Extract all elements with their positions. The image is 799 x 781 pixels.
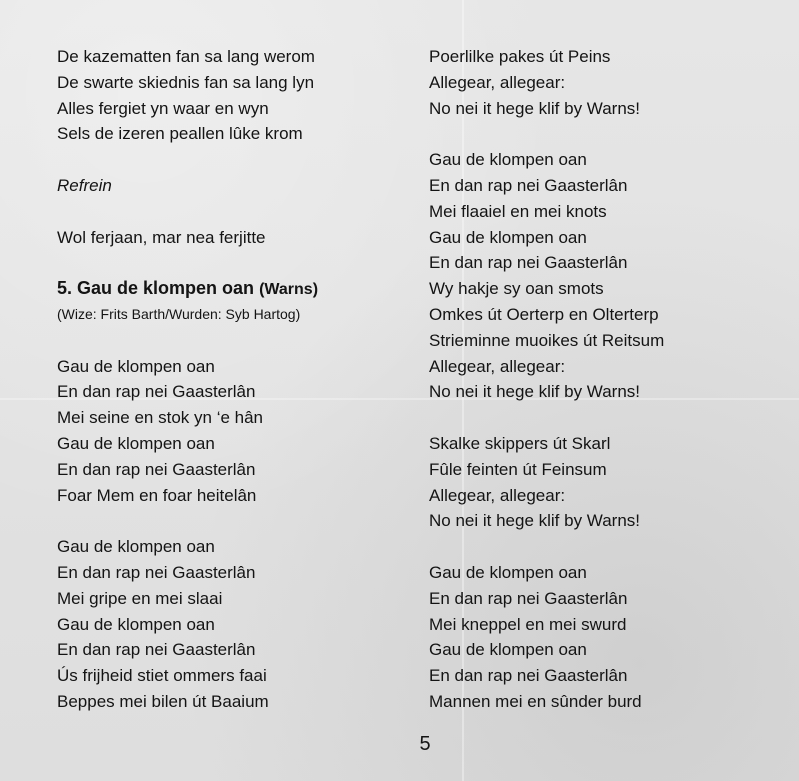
lyric-line: Gau de klompen oan <box>429 227 587 247</box>
lyric-line: Omkes út Oerterp en Olterterp <box>429 304 659 324</box>
lyric-line: Ús frijheid stiet ommers faai <box>57 666 267 686</box>
lyric-line: En dan rap nei Gaasterlân <box>57 640 256 660</box>
lyric-line: Gau de klompen oan <box>57 614 215 634</box>
stanza <box>57 534 318 715</box>
lyric-line: Allegear, allegear: <box>429 485 566 505</box>
closing-line: Wol ferjaan, mar nea ferjitte <box>57 227 266 247</box>
stanza <box>429 560 664 715</box>
song-title-text: 5. Gau de klompen oan <box>57 278 255 299</box>
lyric-line: En dan rap nei Gaasterlân <box>429 175 628 195</box>
stanza-gap <box>57 328 318 354</box>
lyric-line: Wy hakje sy oan smots <box>429 279 604 299</box>
lyric-line: En dan rap nei Gaasterlân <box>57 562 256 582</box>
lyric-line: Mei flaaiel en mei knots <box>429 201 607 221</box>
lyric-line: En dan rap nei Gaasterlân <box>57 382 256 402</box>
lyric-line: Alles fergiet yn waar en wyn <box>57 98 269 118</box>
stanza-gap <box>57 250 318 276</box>
stanza-gap <box>429 405 664 431</box>
lyric-line: Allegear, allegear: <box>429 72 566 92</box>
lyric-line: En dan rap nei Gaasterlân <box>57 459 256 479</box>
left-column <box>57 44 318 715</box>
page-number: 5 <box>419 733 431 755</box>
song-credits: (Wize: Frits Barth/Wurden: Syb Hartog) <box>57 305 301 322</box>
refrain-label: Refrein <box>57 175 112 195</box>
lyric-line: Allegear, allegear: <box>429 356 566 376</box>
lyric-line: No nei it hege klif by Warns! <box>429 511 641 531</box>
right-column <box>429 44 664 715</box>
stanza-gap <box>57 199 318 225</box>
song-title <box>57 276 318 302</box>
lyric-line: Gau de klompen oan <box>429 562 587 582</box>
stanza-gap <box>429 121 664 147</box>
lyric-line: De swarte skiednis fan sa lang lyn <box>57 72 315 92</box>
stanza <box>429 44 664 121</box>
lyric-line: Poerlilke pakes út Peins <box>429 47 611 66</box>
lyric-line: Gau de klompen oan <box>57 356 215 376</box>
stanza <box>429 431 664 534</box>
lyric-line: De kazematten fan sa lang werom <box>57 47 315 66</box>
stanza <box>429 147 664 405</box>
lyric-line: Fûle feinten út Feinsum <box>429 459 607 479</box>
lyric-line: Foar Mem en foar heitelân <box>57 485 257 505</box>
lyric-line: Beppes mei bilen út Baaium <box>57 691 269 711</box>
lyric-line: Gau de klompen oan <box>429 640 587 660</box>
lyric-line: Mei kneppel en mei swurd <box>429 614 627 634</box>
lyric-line: No nei it hege klif by Warns! <box>429 98 641 118</box>
lyric-line: Mei gripe en mei slaai <box>57 588 223 608</box>
lyric-line: Skalke skippers út Skarl <box>429 433 611 453</box>
lyric-line: Mannen mei en sûnder burd <box>429 691 642 711</box>
lyric-line: Gau de klompen oan <box>57 537 215 557</box>
stanza <box>57 44 318 147</box>
lyric-line: Gau de klompen oan <box>57 433 215 453</box>
lyric-line: Mei seine en stok yn ‘e hân <box>57 408 264 428</box>
stanza <box>57 354 318 509</box>
stanza-gap <box>429 534 664 560</box>
lyric-line: Sels de izeren peallen lûke krom <box>57 124 303 144</box>
stanza-gap <box>57 147 318 173</box>
lyric-line: En dan rap nei Gaasterlân <box>429 588 628 608</box>
stanza-gap <box>57 508 318 534</box>
lyric-line: No nei it hege klif by Warns! <box>429 382 641 402</box>
lyric-line: Strieminne muoikes út Reitsum <box>429 330 665 350</box>
lyric-line: En dan rap nei Gaasterlân <box>429 253 628 273</box>
lyric-line: Gau de klompen oan <box>429 150 587 170</box>
song-location: (Warns) <box>259 281 319 299</box>
lyric-line: En dan rap nei Gaasterlân <box>429 666 628 686</box>
